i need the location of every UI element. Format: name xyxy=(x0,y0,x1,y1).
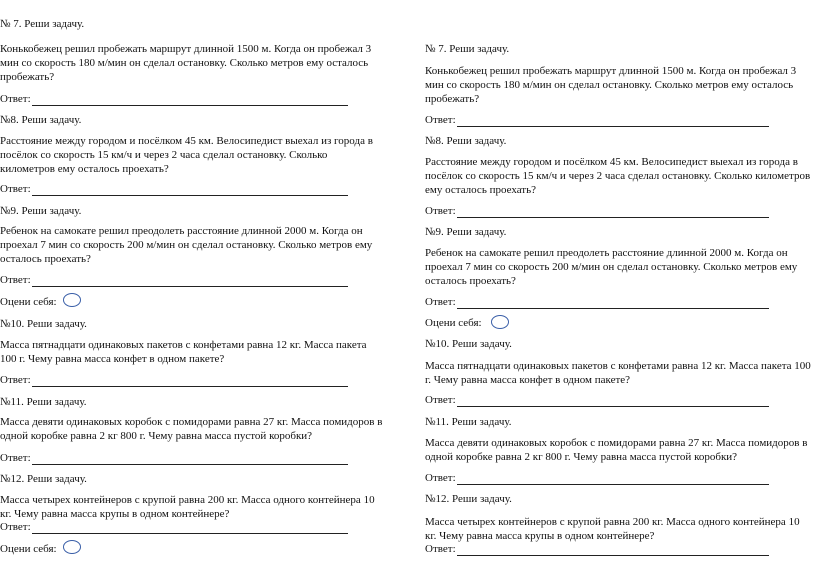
self-check-label: Оцени себя: xyxy=(0,296,57,308)
task-10-answer xyxy=(0,374,348,387)
answer-line xyxy=(32,94,348,106)
task-7-title: № 7. Реши задачу. xyxy=(0,18,85,30)
task-12-answer xyxy=(0,521,348,534)
answer-label: Ответ: xyxy=(425,114,456,126)
task-10-title: №10. Реши задачу. xyxy=(0,318,87,330)
answer-label: Ответ: xyxy=(0,183,31,195)
answer-line xyxy=(32,275,348,287)
answer-label: Ответ: xyxy=(425,205,456,217)
answer-label: Ответ: xyxy=(425,296,456,308)
task-8-answer xyxy=(425,205,769,218)
task-10-text: Масса пятнадцати одинаковых пакетов с конфетами равна 12 кг. Масса пакета 100 г. Чему равна масса конфет в одном пакете? xyxy=(425,360,811,386)
task-12-text: Масса четырех контейнеров с крупой равна 200 кг. Масса одного контейнера 10 кг. Чему равна масса крупы в одном контейнере? xyxy=(425,516,800,542)
task-10-answer xyxy=(425,394,769,407)
task-12-text: Масса четырех контейнеров с крупой равна 200 кг. Масса одного контейнера 10 кг. Чему равна масса крупы в одном контейнере? xyxy=(0,494,375,520)
task-7-answer xyxy=(0,93,348,106)
task-8-answer xyxy=(0,183,348,196)
task-8-title: №8. Реши задачу. xyxy=(0,114,82,126)
answer-line xyxy=(457,115,769,127)
self-assessment-oval[interactable] xyxy=(63,540,81,554)
self-check-label: Оцени себя: xyxy=(0,543,57,555)
answer-line xyxy=(32,522,348,534)
self-check-label: Оцени себя: xyxy=(425,317,482,329)
self-assessment-oval[interactable] xyxy=(491,315,509,329)
task-9-title: №9. Реши задачу. xyxy=(0,205,82,217)
task-7-text: Конькобежец решил пробежать маршрут длинной 1500 м. Когда он пробежал 3 мин со скорость 180 м/мин он сделал остановку. Сколько метров ему осталось пробежать? xyxy=(425,65,797,105)
task-9-text: Ребенок на самокате решил преодолеть расстояние длинной 2000 м. Когда он проехал 7 мин со скорость 200 м/мин он сделал остановку. Сколько метров ему осталось проехать? xyxy=(425,247,798,287)
task-11-answer xyxy=(425,472,769,485)
answer-line xyxy=(457,473,769,485)
answer-label: Ответ: xyxy=(425,472,456,484)
answer-line xyxy=(457,544,769,556)
answer-line xyxy=(457,395,769,407)
answer-label: Ответ: xyxy=(0,452,31,464)
task-11-text: Масса девяти одинаковых коробок с помидорами равна 27 кг. Масса помидоров в одной коробке равна 2 кг 800 г. Чему равна масса пустой коробки? xyxy=(0,416,383,442)
self-assessment-oval[interactable] xyxy=(63,293,81,307)
task-11-title: №11. Реши задачу. xyxy=(425,416,512,428)
answer-label: Ответ: xyxy=(0,93,31,105)
task-7-title: № 7. Реши задачу. xyxy=(425,43,510,55)
task-9-title: №9. Реши задачу. xyxy=(425,226,507,238)
task-12-answer xyxy=(425,543,769,556)
answer-label: Ответ: xyxy=(0,521,31,533)
answer-label: Ответ: xyxy=(0,374,31,386)
answer-line xyxy=(32,453,348,465)
answer-line xyxy=(457,297,769,309)
task-9-answer xyxy=(0,274,348,287)
answer-line xyxy=(32,184,348,196)
task-8-text: Расстояние между городом и посёлком 45 км. Велосипедист выехал из города в посёлок со скорость 15 км/ч и через 2 часа сделал остановку. Сколько километров ему осталось проехать? xyxy=(425,156,811,196)
task-11-text: Масса девяти одинаковых коробок с помидорами равна 27 кг. Масса помидоров в одной коробке равна 2 кг 800 г. Чему равна масса пустой коробки? xyxy=(425,437,808,463)
task-9-text: Ребенок на самокате решил преодолеть расстояние длинной 2000 м. Когда он проехал 7 мин со скорость 200 м/мин он сделал остановку. Сколько метров ему осталось проехать? xyxy=(0,225,373,265)
answer-label: Ответ: xyxy=(0,274,31,286)
task-10-title: №10. Реши задачу. xyxy=(425,338,512,350)
task-11-title: №11. Реши задачу. xyxy=(0,396,87,408)
answer-line xyxy=(32,375,348,387)
task-12-title: №12. Реши задачу. xyxy=(425,493,512,505)
answer-label: Ответ: xyxy=(425,394,456,406)
answer-line xyxy=(457,206,769,218)
answer-label: Ответ: xyxy=(425,543,456,555)
task-7-text: Конькобежец решил пробежать маршрут длинной 1500 м. Когда он пробежал 3 мин со скорость 180 м/мин он сделал остановку. Сколько метров ему осталось пробежать? xyxy=(0,43,372,83)
task-7-answer xyxy=(425,114,769,127)
task-11-answer xyxy=(0,452,348,465)
task-8-text: Расстояние между городом и посёлком 45 км. Велосипедист выехал из города в посёлок со скорость 15 км/ч и через 2 часа сделал остановку. Сколько километров ему осталось проехать? xyxy=(0,135,373,175)
task-12-title: №12. Реши задачу. xyxy=(0,473,87,485)
task-8-title: №8. Реши задачу. xyxy=(425,135,507,147)
task-10-text: Масса пятнадцати одинаковых пакетов с конфетами равна 12 кг. Масса пакета 100 г. Чему равна масса конфет в одном пакете? xyxy=(0,339,367,365)
task-9-answer xyxy=(425,296,769,309)
